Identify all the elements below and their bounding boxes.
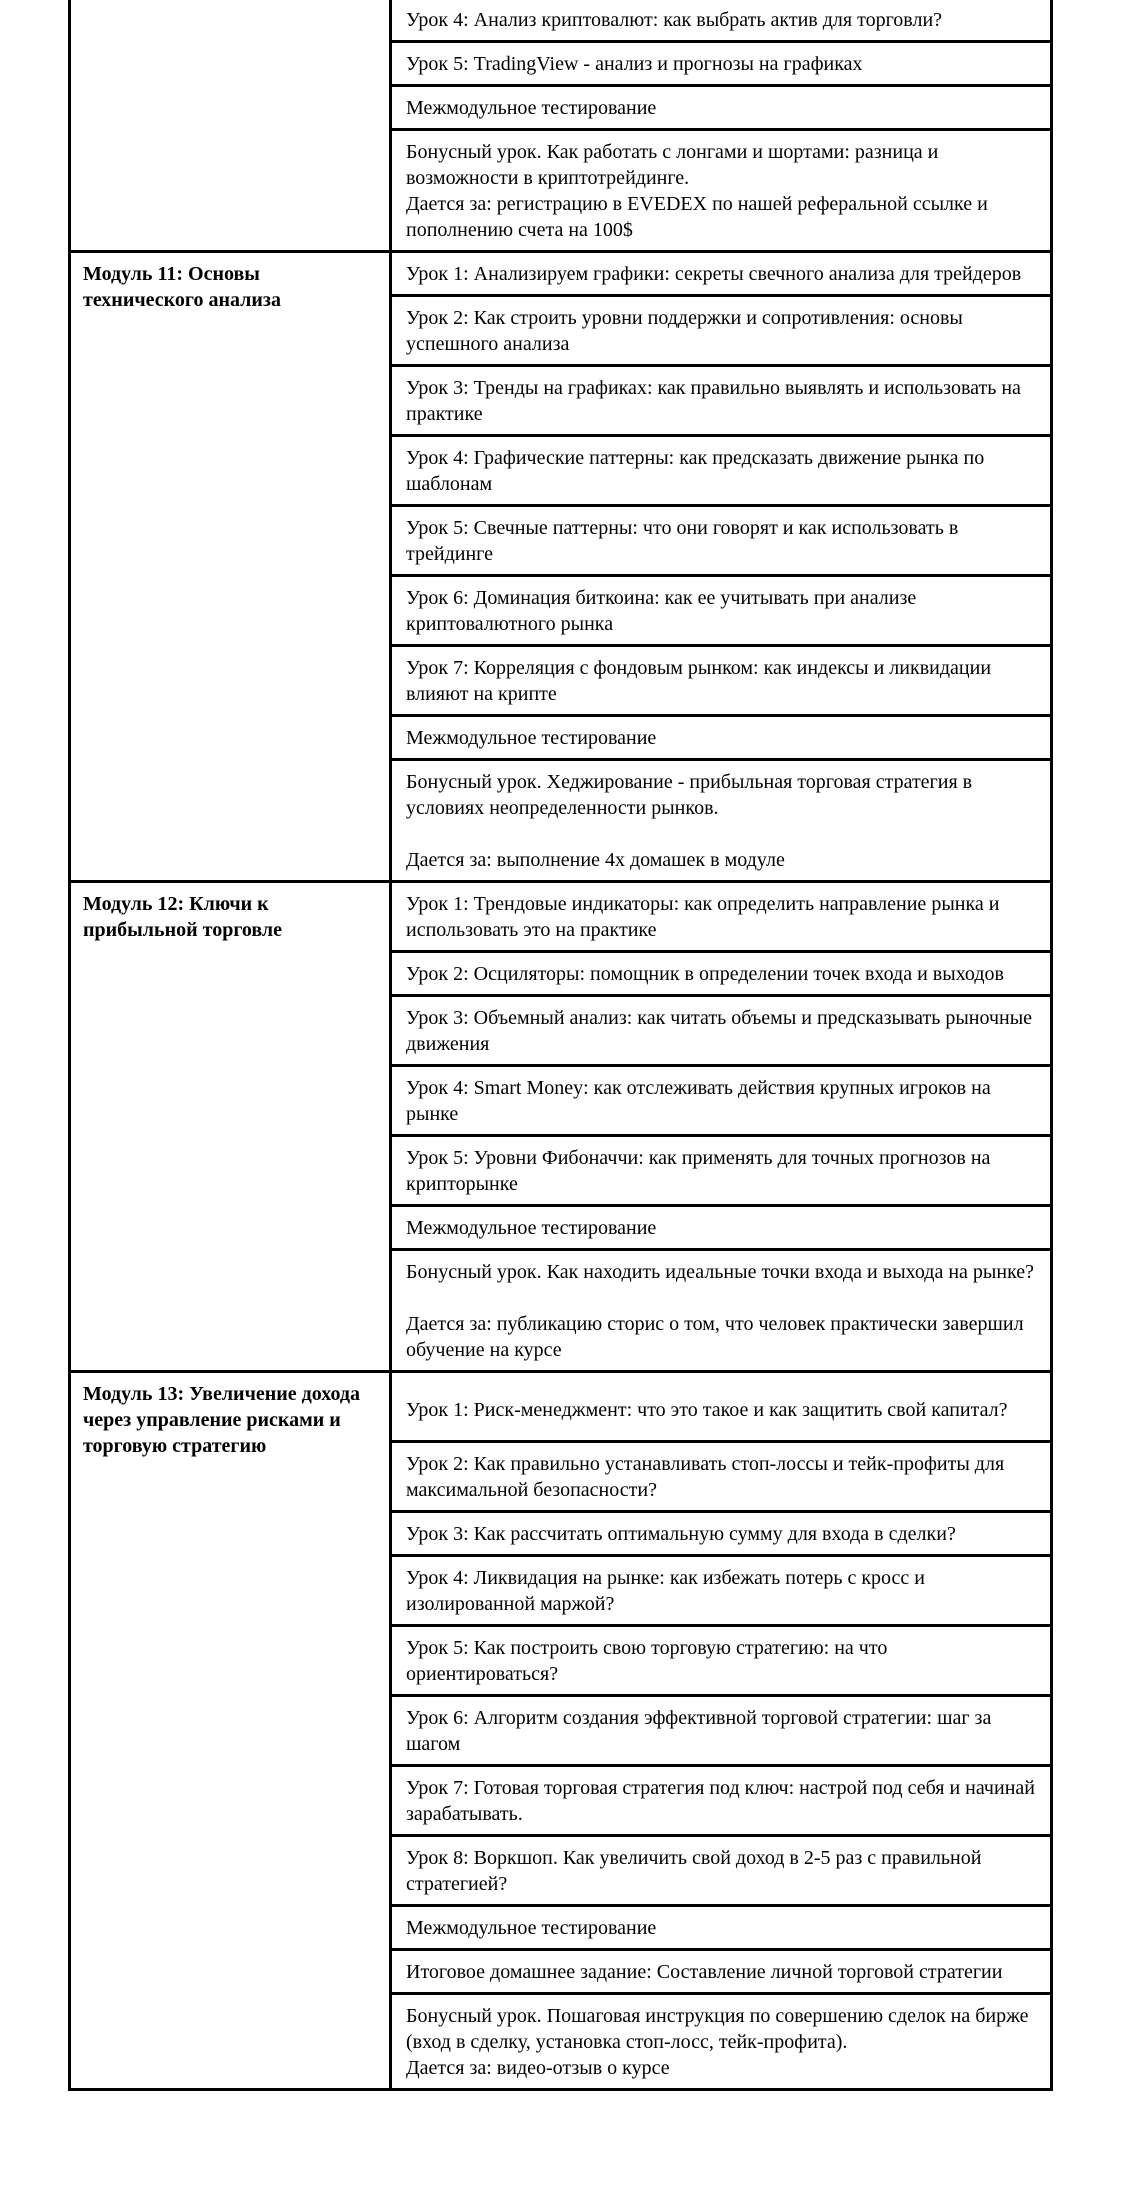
lesson-cell (391, 952, 1052, 996)
module-title (70, 0, 391, 252)
lesson-row (70, 1372, 1052, 1442)
module-title: Модуль 11: Основы технического анализа (70, 252, 391, 882)
lesson-cell (391, 1206, 1052, 1250)
lesson-text: Бонусный урок. Пошаговая инструкция по совершению сделок на бирже (вход в сделку, установка стоп-лосс, тейк-профита). (406, 2005, 1029, 2053)
lesson-text: Урок 1: Анализируем графики: секреты свечного анализа для трейдеров (406, 263, 1022, 285)
lesson-cell (391, 646, 1052, 716)
lesson-row (70, 252, 1052, 296)
lesson-text: Урок 1: Трендовые индикаторы: как определить направление рынка и использовать это на практике (406, 893, 1000, 941)
lesson-text: Межмодульное тестирование (406, 97, 657, 119)
lesson-text: Бонусный урок. Как находить идеальные точки входа и выхода на рынке? (406, 1261, 1035, 1283)
lesson-text: Дается за: видео-отзыв о курсе (406, 2057, 670, 2079)
lesson-text (406, 1285, 1040, 1311)
lesson-text: Бонусный урок. Хеджирование - прибыльная торговая стратегия в условиях неопределенности рынков. (406, 771, 973, 819)
lesson-cell (391, 86, 1052, 130)
curriculum-body (70, 0, 1052, 2090)
lesson-text: Бонусный урок. Как работать с лонгами и шортами: разница и возможности в криптотрейдинге. (406, 141, 939, 189)
lesson-text: Дается за: регистрацию в EVEDEX по нашей реферальной ссылке и пополнению счета на 100$ (406, 193, 988, 241)
lesson-text: Урок 7: Готовая торговая стратегия под ключ: настрой под себя и начинай зарабатывать. (406, 1777, 1035, 1825)
lesson-text: Урок 4: Ликвидация на рынке: как избежать потерь с кросс и изолированной маржой? (406, 1567, 926, 1615)
lesson-row (70, 0, 1052, 42)
lesson-cell (391, 1512, 1052, 1556)
lesson-cell (391, 882, 1052, 952)
lesson-cell (391, 1950, 1052, 1994)
lesson-text: Урок 4: Графические паттерны: как предсказать движение рынка по шаблонам (406, 447, 985, 495)
lesson-text: Урок 1: Риск-менеджмент: что это такое и как защитить свой капитал? (406, 1399, 1008, 1421)
lesson-text: Межмодульное тестирование (406, 1917, 657, 1939)
lesson-text: Урок 5: Уровни Фибоначчи: как применять для точных прогнозов на крипторынке (406, 1147, 991, 1195)
lesson-cell (391, 506, 1052, 576)
lesson-text: Урок 5: Как построить свою торговую стратегию: на что ориентироваться? (406, 1637, 888, 1685)
lesson-text (406, 821, 1040, 847)
lesson-cell (391, 1696, 1052, 1766)
module-title: Модуль 12: Ключи к прибыльной торговле (70, 882, 391, 1372)
lesson-cell (391, 1994, 1052, 2090)
lesson-cell (391, 366, 1052, 436)
lesson-text: Урок 2: Как правильно устанавливать стоп-лоссы и тейк-профиты для максимальной безопасности? (406, 1453, 1005, 1501)
lesson-cell (391, 130, 1052, 252)
lesson-cell (391, 296, 1052, 366)
lesson-row (70, 882, 1052, 952)
lesson-text: Урок 8: Воркшоп. Как увеличить свой доход в 2-5 раз с правильной стратегией? (406, 1847, 982, 1895)
curriculum-table (68, 0, 1053, 2091)
lesson-cell (391, 1626, 1052, 1696)
lesson-cell (391, 996, 1052, 1066)
lesson-cell (391, 1442, 1052, 1512)
lesson-cell (391, 0, 1052, 42)
module-title: Модуль 13: Увеличение дохода через управление рисками и торговую стратегию (70, 1372, 391, 2090)
lesson-cell (391, 716, 1052, 760)
lesson-text: Урок 3: Как рассчитать оптимальную сумму для входа в сделки? (406, 1523, 956, 1545)
lesson-cell (391, 760, 1052, 882)
lesson-text: Межмодульное тестирование (406, 1217, 657, 1239)
lesson-text: Урок 6: Доминация биткоина: как ее учитывать при анализе криптовалютного рынка (406, 587, 917, 635)
lesson-cell (391, 252, 1052, 296)
lesson-text: Урок 5: Свечные паттерны: что они говорят и как использовать в трейдинге (406, 517, 959, 565)
lesson-cell (391, 1136, 1052, 1206)
lesson-text: Межмодульное тестирование (406, 727, 657, 749)
lesson-cell (391, 576, 1052, 646)
lesson-cell (391, 1766, 1052, 1836)
lesson-text: Дается за: публикацию сторис о том, что человек практически завершил обучение на курсе (406, 1313, 1024, 1361)
lesson-text: Урок 3: Тренды на графиках: как правильно выявлять и использовать на практике (406, 377, 1021, 425)
lesson-text: Урок 4: Smart Money: как отслеживать действия крупных игроков на рынке (406, 1077, 991, 1125)
lesson-cell (391, 1556, 1052, 1626)
lesson-cell (391, 1250, 1052, 1372)
lesson-text: Урок 3: Объемный анализ: как читать объемы и предсказывать рыночные движения (406, 1007, 1033, 1055)
lesson-text: Урок 4: Анализ криптовалют: как выбрать актив для торговли? (406, 9, 943, 31)
lesson-text: Урок 2: Как строить уровни поддержки и сопротивления: основы успешного анализа (406, 307, 963, 355)
lesson-cell (391, 1066, 1052, 1136)
lesson-text: Дается за: выполнение 4х домашек в модуле (406, 849, 785, 871)
lesson-cell (391, 1836, 1052, 1906)
lesson-text: Итоговое домашнее задание: Составление личной торговой стратегии (406, 1961, 1003, 1983)
lesson-text: Урок 2: Осциляторы: помощник в определении точек входа и выходов (406, 963, 1004, 985)
lesson-cell (391, 1372, 1052, 1442)
lesson-text: Урок 7: Корреляция с фондовым рынком: как индексы и ликвидации влияют на крипте (406, 657, 992, 705)
lesson-text: Урок 5: TradingView - анализ и прогнозы на графиках (406, 53, 863, 75)
lesson-cell (391, 1906, 1052, 1950)
lesson-cell (391, 436, 1052, 506)
lesson-text: Урок 6: Алгоритм создания эффективной торговой стратегии: шаг за шагом (406, 1707, 992, 1755)
lesson-cell (391, 42, 1052, 86)
